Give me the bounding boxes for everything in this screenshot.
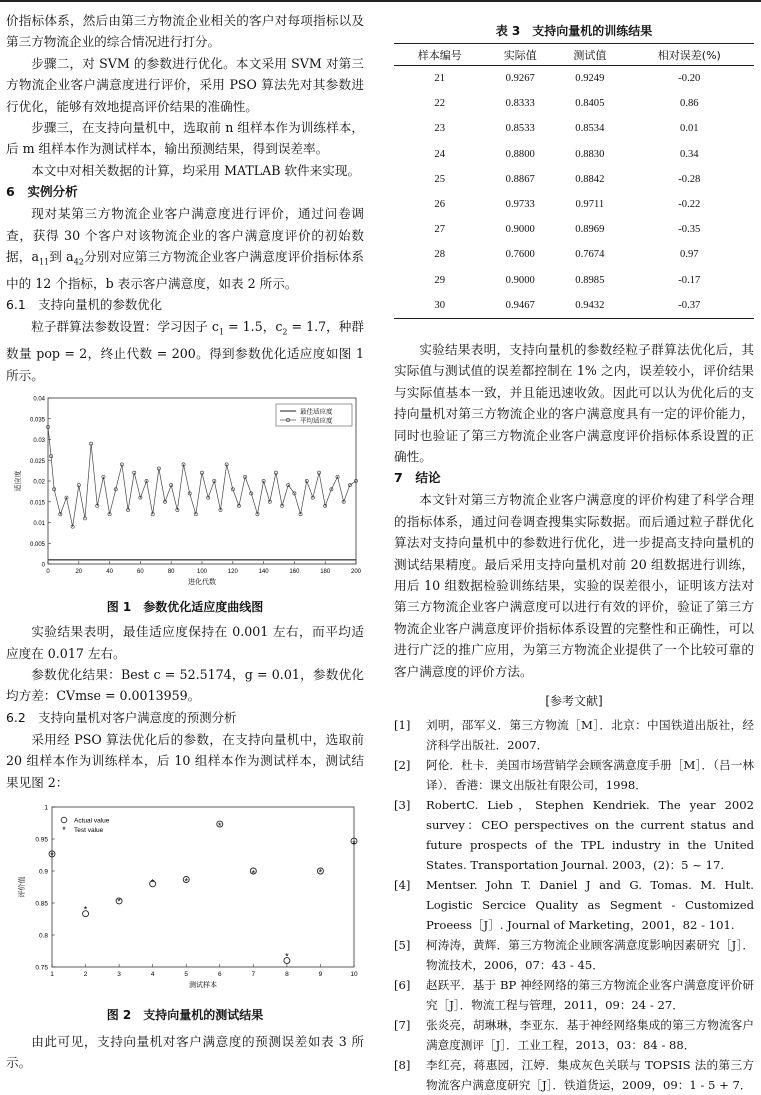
paragraph: 步骤二，对 SVM 的参数进行优化。本文采用 SVM 对第三方物流企业客户满意度进行评价，采用 PSO 算法先对其参数进行优化，能够有效地提高评价结果的准确性。	[6, 55, 364, 114]
table-cell: 0.9000	[505, 224, 535, 236]
x-tick-label: 10	[350, 970, 358, 978]
test-value-point: *	[318, 867, 323, 878]
table-cell: 0.97	[680, 249, 699, 261]
paragraph: 粒子群算法参数设置：学习因子 $c_1 = 1.5$，$c_2 = 1.7$，种群数量 pop = 2，终止代数 = 200。得到参数优化适应度如图 1 所示。	[6, 319, 365, 383]
table-cell: 0.9711	[575, 199, 605, 211]
paragraph: 本文针对第三方物流企业客户满意度的评价构建了科学合理的指标体系，通过问卷调查搜集实际数据。而后通过粒子群优化算法对支持向量机中的参数进行优化，进一步提高支持向量机的测试结果精度。最后采用支持向量机对前 20 组数据进行训练，用后 10 组数据检验训练结果，实验的误差很小，证明该方法对第三方物流企业客户满意度可以进行有效的评价，验证了第三方物流企业客户满意度评价指标体系设置的完整性和正确性，可以进行广泛的推广应用，为第三方物流企业提供了一个比较可靠的客户满意度的评价方法。	[394, 492, 754, 679]
x-axis-label: 进化代数	[188, 579, 216, 587]
table-cell: 0.9733	[505, 199, 535, 211]
table-cell: -0.20	[678, 73, 701, 85]
table-row	[394, 116, 754, 141]
x-tick-label: 0	[46, 569, 50, 576]
table-cell: -0.17	[678, 274, 701, 286]
paragraph: 价指标体系，然后由第三方物流企业相关的客户对每项指标以及第三方物流企业的综合情况进行打分。	[6, 13, 364, 50]
figure-caption: 图 2 支持向量机的测试结果	[106, 1007, 264, 1022]
table-cell: -0.37	[625, 293, 754, 319]
y-tick-label: 0	[41, 562, 45, 569]
y-axis-label: 评价值	[19, 876, 26, 898]
x-tick-label: 8	[285, 970, 289, 978]
reference-item: [1] 刘明，邵军义．第三方物流［M］．北京：中国铁道出版社，经济科学出版社．2007．	[394, 717, 754, 752]
paragraph: 由此可见，支持向量机对客户满意度的预测误差如表 3 所示。	[6, 1033, 364, 1071]
y-tick-label: 0.015	[29, 500, 45, 507]
reference-list	[394, 715, 754, 1095]
reference-item: [8] 李红亮，蒋惠园，江婷．集成灰色关联与 TOPSIS 法的第三方物流客户满意度研究［J］．铁道货运，2009，09：1 - 5 + 7．	[394, 1057, 754, 1092]
y-tick-label: 0.035	[29, 417, 45, 424]
section-heading: 6 实例分析	[6, 184, 78, 200]
x-tick-label: 9	[318, 970, 323, 978]
y-tick-label: 0.04	[33, 396, 45, 403]
x-tick-label: 160	[289, 569, 300, 576]
table-row	[394, 91, 754, 116]
table-header: 实际值	[485, 44, 555, 66]
table-cell: 0.8533	[505, 123, 535, 135]
x-tick-label: 120	[227, 569, 238, 576]
reference-item: [2] 阿伦．杜卡．美国市场营销学会顾客满意度手册［M］．（吕一林译）．香港：课文出版社有限公司，1998．	[394, 757, 754, 792]
table-cell: 23	[434, 123, 446, 135]
x-tick-label: 200	[350, 569, 362, 576]
test-value-point: *	[251, 868, 256, 879]
paragraph: 步骤三，在支持向量机中，选取前 n 组样本作为训练样本，后 m 组样本作为测试样本，输出预测结果，得到误差率。	[6, 120, 364, 157]
table-cell: 21	[434, 73, 446, 85]
legend-label: 最佳适应度	[300, 408, 333, 416]
legend-marker: *	[62, 824, 66, 835]
table-cell: 0.8985	[575, 274, 605, 286]
test-value-point: *	[285, 951, 289, 962]
table-cell: 29	[434, 274, 446, 286]
table-row	[394, 167, 754, 192]
x-tick-label: 20	[75, 569, 83, 576]
x-tick-label: 140	[258, 569, 269, 576]
table-cell: 0.8842	[575, 173, 605, 185]
table-cell: 0.7674	[575, 249, 605, 261]
right-column	[394, 22, 754, 1095]
table-row	[394, 217, 754, 242]
table-row	[394, 192, 754, 217]
y-tick-label: 0.75	[35, 964, 48, 972]
x-tick-label: 180	[320, 569, 331, 576]
y-tick-label: 1	[44, 804, 48, 812]
subsection-heading: 6.1 支持向量机的参数优化	[6, 297, 163, 313]
table-row	[394, 66, 754, 92]
table-cell: -0.28	[678, 173, 701, 185]
figure-caption: 图 1 参数优化适应度曲线图	[106, 600, 264, 615]
test-value-point: *	[218, 820, 222, 831]
table-cell: 25	[434, 173, 446, 185]
reference-item: [7] 张炎亮，胡琳琳，李亚东．基于神经网络集成的第三方物流客户满意度测评［J］．工业工程，2013，03：84 - 88．	[394, 1017, 754, 1052]
subsection-heading: 6.2 支持向量机对客户满意度的预测分析	[6, 709, 237, 725]
x-axis-label: 测试样本	[189, 981, 217, 989]
table-cell: 0.8534	[575, 123, 605, 135]
table-cell: 0.01	[680, 123, 699, 135]
x-tick-label: 80	[167, 569, 175, 576]
avg-fitness-line	[48, 427, 356, 527]
table-cell: 0.86	[680, 98, 699, 110]
test-value-point: *	[352, 838, 356, 849]
table-row	[394, 242, 754, 267]
fitness-curve-chart	[6, 392, 364, 590]
test-value-point: *	[184, 876, 188, 887]
table-cell: 27	[434, 224, 446, 236]
paragraph: 实验结果表明，支持向量机的参数经粒子群算法优化后，其实际值与测试值的误差都控制在 1% 之内，误差较小，评价结果与实际值基本一致，并且能迅速收敛。因此可以认为优化后的支持向量机对第三方物流企业的客户满意度具有一定的评价能力，同时也验证了第三方物流企业客户满意度评价指标体系设置的正确性。	[394, 341, 754, 464]
table-cell: 0.9000	[505, 274, 535, 286]
x-tick-label: 100	[196, 569, 208, 576]
paragraph: 采用经 PSO 算法优化后的参数，在支持向量机中，选取前 20 组样本作为训练样本，后 10 组样本作为测试样本，测试结果见图 2：	[6, 731, 364, 790]
x-tick-label: 4	[150, 970, 155, 978]
table-row	[394, 268, 754, 293]
x-tick-label: 2	[83, 970, 88, 978]
reference-item: [6] 赵跃平．基于 BP 神经网络的第三方物流企业客户满意度评价研究［J］．物流工程与管理，2011，09：24 - 27．	[394, 977, 754, 1012]
y-tick-label: 0.9	[38, 868, 48, 876]
left-column	[6, 10, 364, 1074]
y-tick-label: 0.03	[33, 438, 45, 445]
test-value-point: *	[150, 877, 155, 888]
table-cell: 26	[434, 199, 446, 211]
table-cell: 0.8333	[505, 98, 535, 110]
table-cell: 0.8830	[575, 148, 605, 160]
top-rule	[0, 0, 761, 2]
test-value-point: *	[83, 904, 88, 915]
table-cell: 0.34	[680, 148, 699, 160]
table-cell: 0.8867	[505, 173, 535, 185]
table-row	[394, 293, 754, 319]
legend-marker	[61, 817, 67, 823]
x-tick-label: 60	[137, 569, 144, 576]
table-header: 样本编号	[394, 44, 485, 66]
table-cell: 0.7600	[505, 249, 535, 261]
paragraph: 参数优化结果：Best c = 52.5174，g = 0.01，参数优化均方差：CVmse = 0.0013959。	[6, 666, 364, 704]
reference-item: [3] RobertC. Lieb，Stephen Kendriek. The year 2002 survey：CEO perspectives on the current status and future prospects of the TPL industry in the United States. Transportation Journal. 2003，(2)：5 ~ 17.	[394, 797, 754, 872]
table-cell: 0.8405	[575, 98, 605, 110]
legend-label: 平均适应度	[300, 417, 333, 425]
x-tick-label: 7	[251, 970, 256, 978]
references-heading: [参考文献]	[545, 693, 603, 708]
paragraph: 现对某第三方物流企业客户满意度进行评价，通过问卷调查，获得 30 个客户对该物流企业的客户满意度评价的初始数据，$a_{11}$到 $a_{42}$分别对应第三方物流企业客户满意度评价指标体系中的 12 个指标，b 表示客户满意度，如表 2 所示。	[6, 206, 365, 291]
results-table	[394, 43, 754, 319]
x-tick-label: 6	[217, 970, 222, 978]
table-cell: 0.9467	[485, 293, 555, 319]
table-header: 测试值	[555, 44, 625, 66]
table-cell: 22	[434, 98, 446, 110]
table-cell: 0.9267	[505, 73, 535, 85]
y-tick-label: 0.01	[33, 521, 45, 528]
table-cell: 0.8969	[575, 224, 605, 236]
y-tick-label: 0.005	[29, 541, 45, 548]
table-cell: 24	[434, 148, 446, 160]
table-header: 相对误差(%)	[625, 44, 754, 66]
paragraph: 实验结果表明，最佳适应度保持在 0.001 左右，而平均适应度在 0.017 左右。	[6, 624, 364, 661]
x-tick-label: 3	[117, 970, 121, 978]
table-cell: -0.35	[678, 224, 701, 236]
y-tick-label: 0.02	[33, 479, 45, 486]
paragraph: 本文中对相关数据的计算，均采用 MATLAB 软件来实现。	[31, 162, 361, 178]
legend-label: Test value	[74, 826, 104, 834]
table-cell: 28	[434, 249, 446, 261]
table-cell: 30	[394, 293, 485, 319]
reference-item: [5] 柯涛涛，黄辉．第三方物流企业顾客满意度影响因素研究［J］．物流技术，2006，07：43 - 45．	[394, 937, 754, 972]
table-title: 表 3 支持向量机的训练结果	[495, 24, 653, 38]
y-tick-label: 0.025	[29, 458, 45, 465]
test-result-chart	[6, 801, 364, 996]
y-tick-label: 0.95	[35, 836, 48, 844]
x-tick-label: 5	[184, 970, 189, 978]
x-tick-label: 1	[50, 970, 54, 978]
legend-label: Actual value	[74, 817, 110, 825]
table-cell: 0.8800	[505, 148, 535, 160]
table-cell: -0.22	[678, 199, 701, 211]
test-value-point: *	[50, 850, 54, 861]
reference-item: [4] Mentser. John T. Daniel J and G. Tomas. M. Hult. Logistic Sercice Quality as Segment - Customized Proeess［J］. Journal of Marketing，2001，82 - 101.	[394, 877, 754, 932]
section-heading: 7 结论	[394, 470, 441, 486]
table-cell: 0.9432	[555, 293, 625, 319]
test-value-point: *	[117, 896, 121, 907]
y-tick-label: 0.8	[38, 932, 48, 940]
table-row	[394, 142, 754, 167]
y-axis-label: 适应度	[15, 470, 22, 492]
x-tick-label: 40	[106, 569, 113, 576]
y-tick-label: 0.85	[35, 900, 48, 908]
table-cell: 0.9249	[575, 73, 605, 85]
